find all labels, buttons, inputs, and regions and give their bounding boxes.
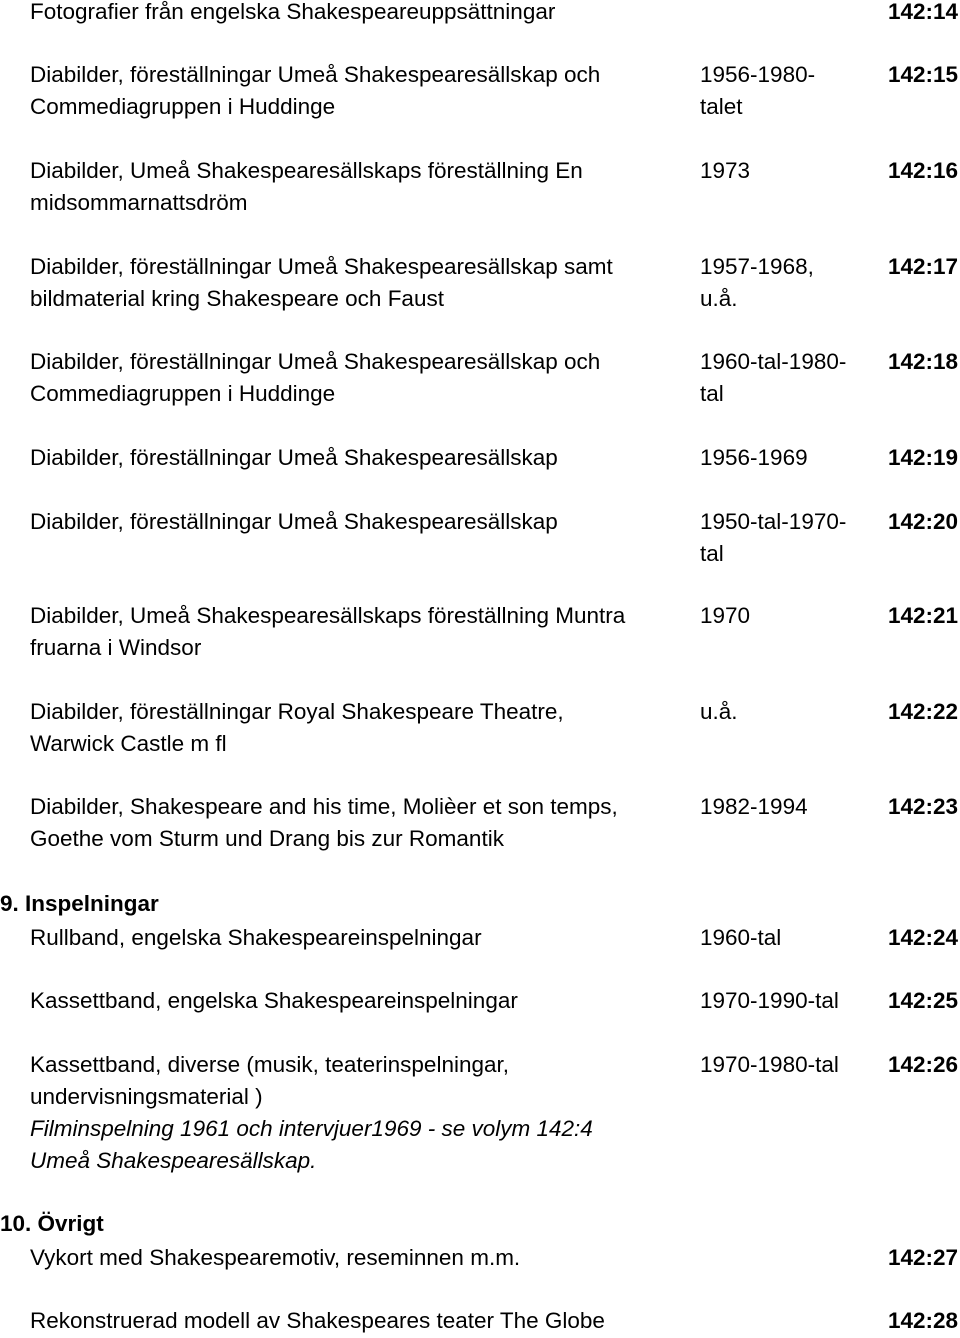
- description-line: bildmaterial kring Shakespeare och Faust: [30, 286, 444, 311]
- entry-date: [700, 346, 875, 410]
- date-line: 1950-tal-1970-: [700, 509, 847, 534]
- description-line: Kassettband, diverse (musik, teaterinspelningar,: [30, 1052, 510, 1077]
- volume-number: 142:15: [887, 62, 958, 87]
- volume-number: 142:16: [887, 158, 958, 183]
- description-line: Kassettband, engelska Shakespeareinspelningar: [30, 988, 518, 1013]
- volume-number: 142:24: [887, 925, 958, 950]
- date-line: 1960-tal-1980-: [700, 349, 847, 374]
- entry-description: [30, 922, 670, 954]
- volume-number: 142:17: [887, 254, 958, 279]
- entry-description: [30, 791, 670, 855]
- entry-date: [700, 59, 875, 123]
- date-line: 1957-1968,: [700, 254, 814, 279]
- entry-description: [30, 59, 670, 123]
- description-line: Diabilder, föreställningar Umeå Shakespearesällskap samt: [30, 254, 613, 279]
- entry-description: [30, 442, 670, 474]
- description-line: Rullband, engelska Shakespeareinspelningar: [30, 925, 482, 950]
- entry-date: [700, 506, 875, 570]
- description-line: Warwick Castle m fl: [30, 731, 227, 756]
- entry-date: [700, 1049, 875, 1081]
- volume-number: 142:22: [887, 699, 958, 724]
- date-line: 1970-1990-tal: [700, 988, 839, 1013]
- description-line: Diabilder, föreställningar Umeå Shakespearesällskap: [30, 445, 558, 470]
- description-line: Commediagruppen i Huddinge: [30, 381, 336, 406]
- entry-date: [700, 696, 875, 728]
- date-line: 1982-1994: [700, 794, 808, 819]
- description-line: Diabilder, föreställningar Umeå Shakespearesällskap och: [30, 349, 601, 374]
- date-line: u.å.: [700, 286, 738, 311]
- entry-description: [30, 600, 670, 664]
- volume-number: 142:28: [887, 1308, 958, 1333]
- date-line: 1970-1980-tal: [700, 1052, 839, 1077]
- description-line: Diabilder, Shakespeare and his time, Molièer et son temps,: [30, 794, 618, 819]
- volume-number: 142:21: [887, 603, 958, 628]
- entry-description: [30, 1242, 670, 1274]
- entry-date: [700, 985, 875, 1017]
- volume-number: 142:18: [887, 349, 958, 374]
- entry-description: [30, 0, 670, 28]
- date-line: tal: [700, 541, 724, 566]
- date-line: 1956-1969: [700, 445, 808, 470]
- entry-date: [700, 442, 875, 474]
- description-line: Vykort med Shakespearemotiv, reseminnen m.m.: [30, 1245, 521, 1270]
- cross-reference-note-line: Filminspelning 1961 och intervjuer1969 - se volym 142:4: [30, 1116, 593, 1141]
- entry-description: [30, 155, 670, 219]
- entry-description: [30, 346, 670, 410]
- volume-number: 142:27: [887, 1245, 958, 1270]
- volume-number: 142:19: [887, 445, 958, 470]
- description-line: Rekonstruerad modell av Shakespeares teater The Globe: [30, 1308, 605, 1333]
- description-line: Fotografier från engelska Shakespeareuppsättningar: [30, 0, 556, 24]
- date-line: 1956-1980-: [700, 62, 816, 87]
- volume-number: 142:20: [887, 509, 958, 534]
- entry-description: [30, 251, 670, 315]
- description-line: fruarna i Windsor: [30, 635, 202, 660]
- section-heading-ovrigt: 10. Övrigt: [0, 1211, 104, 1236]
- entry-date: [700, 251, 875, 315]
- description-line: Diabilder, föreställningar Umeå Shakespearesällskap: [30, 509, 558, 534]
- cross-reference-note-line: Umeå Shakespearesällskap.: [30, 1148, 317, 1173]
- description-line: midsommarnattsdröm: [30, 190, 248, 215]
- volume-number: 142:23: [887, 794, 958, 819]
- entry-date: [700, 155, 875, 187]
- section-heading-inspelningar: 9. Inspelningar: [0, 891, 159, 916]
- date-line: u.å.: [700, 699, 738, 724]
- entry-date: [700, 791, 875, 823]
- description-line: Commediagruppen i Huddinge: [30, 94, 336, 119]
- date-line: 1973: [700, 158, 751, 183]
- entry-description: [30, 1305, 670, 1337]
- description-line: undervisningsmaterial ): [30, 1084, 263, 1109]
- description-line: Goethe vom Sturm und Drang bis zur Romantik: [30, 826, 504, 851]
- volume-number: 142:14: [887, 0, 958, 24]
- date-line: 1970: [700, 603, 751, 628]
- date-line: talet: [700, 94, 743, 119]
- entry-description: [30, 985, 670, 1017]
- description-line: Diabilder, föreställningar Umeå Shakespearesällskap och: [30, 62, 601, 87]
- entry-date: [700, 600, 875, 632]
- date-line: tal: [700, 381, 724, 406]
- entry-date: [700, 922, 875, 954]
- volume-number: 142:26: [887, 1052, 958, 1077]
- volume-number: 142:25: [887, 988, 958, 1013]
- description-line: Diabilder, föreställningar Royal Shakespeare Theatre,: [30, 699, 564, 724]
- date-line: 1960-tal: [700, 925, 782, 950]
- entry-description: [30, 1049, 670, 1177]
- description-line: Diabilder, Umeå Shakespearesällskaps föreställning Muntra: [30, 603, 626, 628]
- entry-description: [30, 696, 670, 760]
- entry-description: [30, 506, 670, 538]
- description-line: Diabilder, Umeå Shakespearesällskaps föreställning En: [30, 158, 583, 183]
